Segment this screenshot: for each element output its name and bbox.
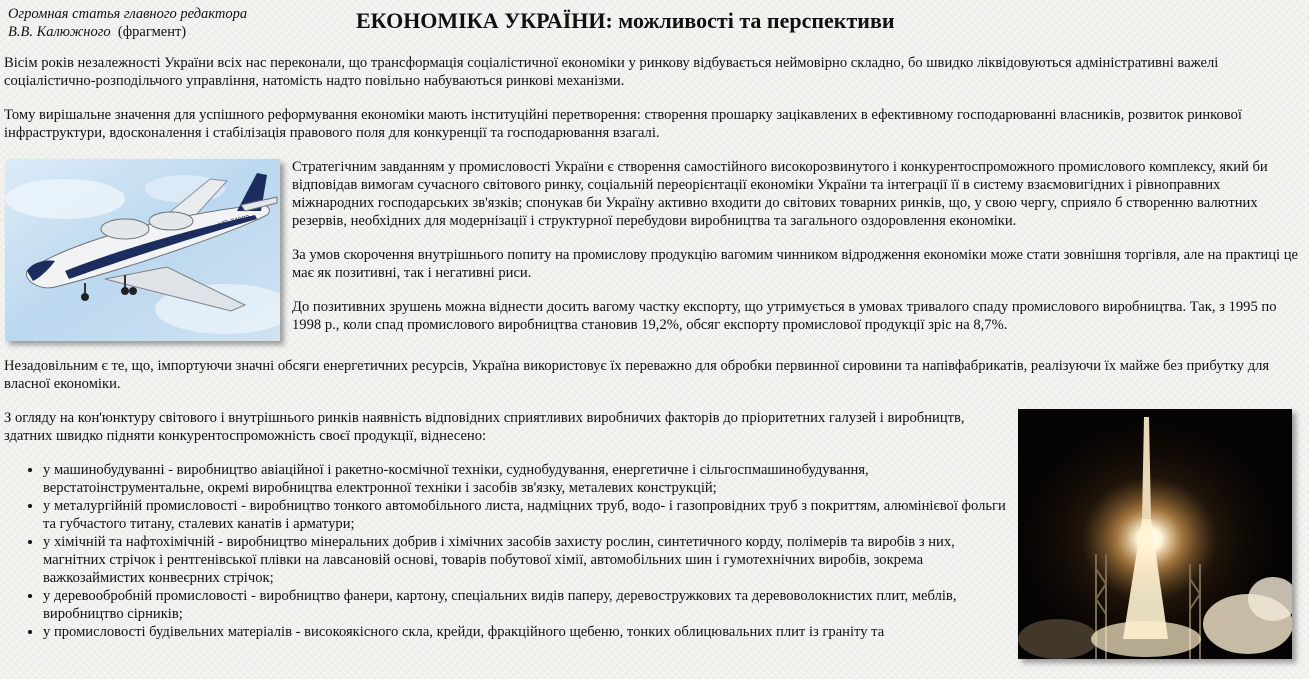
list-item: • у машинобудуванні - виробництво авіаційної і ракетно-космічної техніки, суднобудування, енергетичне і сільгоспмашинобудування, верстатоінструментальне, окремі виробництва електронної техніки і засобів зв'язку, металевих конструкцій; — [43, 461, 1302, 497]
byline — [8, 5, 247, 41]
airplane-registration: UR-74098 — [217, 214, 251, 229]
article-header — [4, 0, 1302, 48]
list-item: • у деревообробній промисловості - виробництво фанери, картону, спеціальних видів паперу, деревостружкових та деревоволокнистих плит, меблів, виробництво сірників; — [43, 587, 1302, 623]
byline-line-2 — [8, 23, 247, 41]
paragraph-7: З огляду на кон'юнктуру світового і внутрішнього ринків наявність відповідних сприятливих виробничих факторів до пріоритетних галузей і виробництв, здатних швидко підняти конкурентоспроможність своєї продукції, віднесено: — [4, 410, 965, 444]
byline-line-1: Огромная статья главного редактора — [8, 6, 248, 22]
paragraph-5: До позитивних зрушень можна віднести досить вагому частку експорту, що утримується в умовах тривалого спаду промислового виробництва. Так, з 1995 по 1998 р., коли спад промислового виробництва становив 19,2%, обсяг експорту промислової продукції зріс на 8,7%. — [292, 299, 1277, 333]
rocket-launch-image — [1018, 409, 1292, 659]
byline-fragment-note: (фрагмент) — [117, 24, 187, 40]
paragraph-6: Незадовільним є те, що, імпортуючи значні обсяги енергетичних ресурсів, Україна використовує їх переважно для обробки первинної сировини та напівфабрикатів, реалізуючи їх майже без прибутку для власної економіки. — [4, 358, 1270, 392]
page-title: ЕКОНОМІКА УКРАЇНИ: можливості та перспективи — [356, 8, 895, 33]
airplane-image — [5, 159, 280, 341]
paragraph-2: Тому вирішальне значення для успішного реформування економіки мають інституційні перетворення: створення прошарку зацікавлених в ефективному господарюванні власників, розвиток ринкової інфраструктури, вдосконалення і стабілізація правового поля для конкуренції та господарювання взагалі. — [4, 107, 1242, 141]
airplane-photo — [5, 159, 280, 341]
rocket-launch-photo — [1018, 409, 1292, 659]
paragraph-4: За умов скорочення внутрішнього попиту на промислову продукцію вагомим чинником відродження економіки може стати зовнішня торгівля, але на практиці це має як позитивні, так і негативні риси. — [292, 247, 1298, 281]
list-item: • у промисловості будівельних матеріалів - високоякісного скла, крейди, фракційного щебеню, тонких облицювальних плит із граніту та — [43, 623, 1302, 641]
list-item: • у хімічній та нафтохімічній - виробництво мінеральних добрив і хімічних засобів захисту рослин, синтетичного корду, полімерів та виробів з них, магнітних стрічок і рентгенівської плівки на лавсановій основі, товарів побутової хімії, автомобільних шин і гумотехнічних виробів, зокрема важкозаймистих конвеєрних стрічок; — [43, 533, 1302, 587]
paragraph-3: Стратегічним завданням у промисловості України є створення самостійного високорозвинутого і конкурентоспроможного промислового комплексу, який би відповідав вимогам сучасного світового ринку, соціальній переорієнтації економіки України та інтеграції її в систему взаємовигідних і рівноправних міжнародних господарських зв'язків; спонукав би Україну активно входити до світових товарних ринків, що, у свою чергу, сприяло б створенню валютних резервів, необхідних для модернізації і структурної перебудови виробництва та загального оздоровлення економіки. — [292, 159, 1268, 229]
paragraph-1: Вісім років незалежності України всіх нас переконали, що трансформація соціалістичної економіки у ринкову відбувається неймовірно складно, бо швидко ліквідовуються адміністративні важелі соціалістично-розподільчого управління, натомість надто повільно набуваються ринкові механізми. — [4, 55, 1219, 89]
article — [4, 0, 1302, 669]
byline-author: В.В. Калюжного — [8, 24, 111, 40]
list-item: • у металургійній промисловості - виробництво тонкого автомобільного листа, надміцних труб, водо- і газопровідних труб з покриттям, алюмінієвої фольги та губчастого титану, сталевих канатів і арматури; — [43, 497, 1302, 533]
